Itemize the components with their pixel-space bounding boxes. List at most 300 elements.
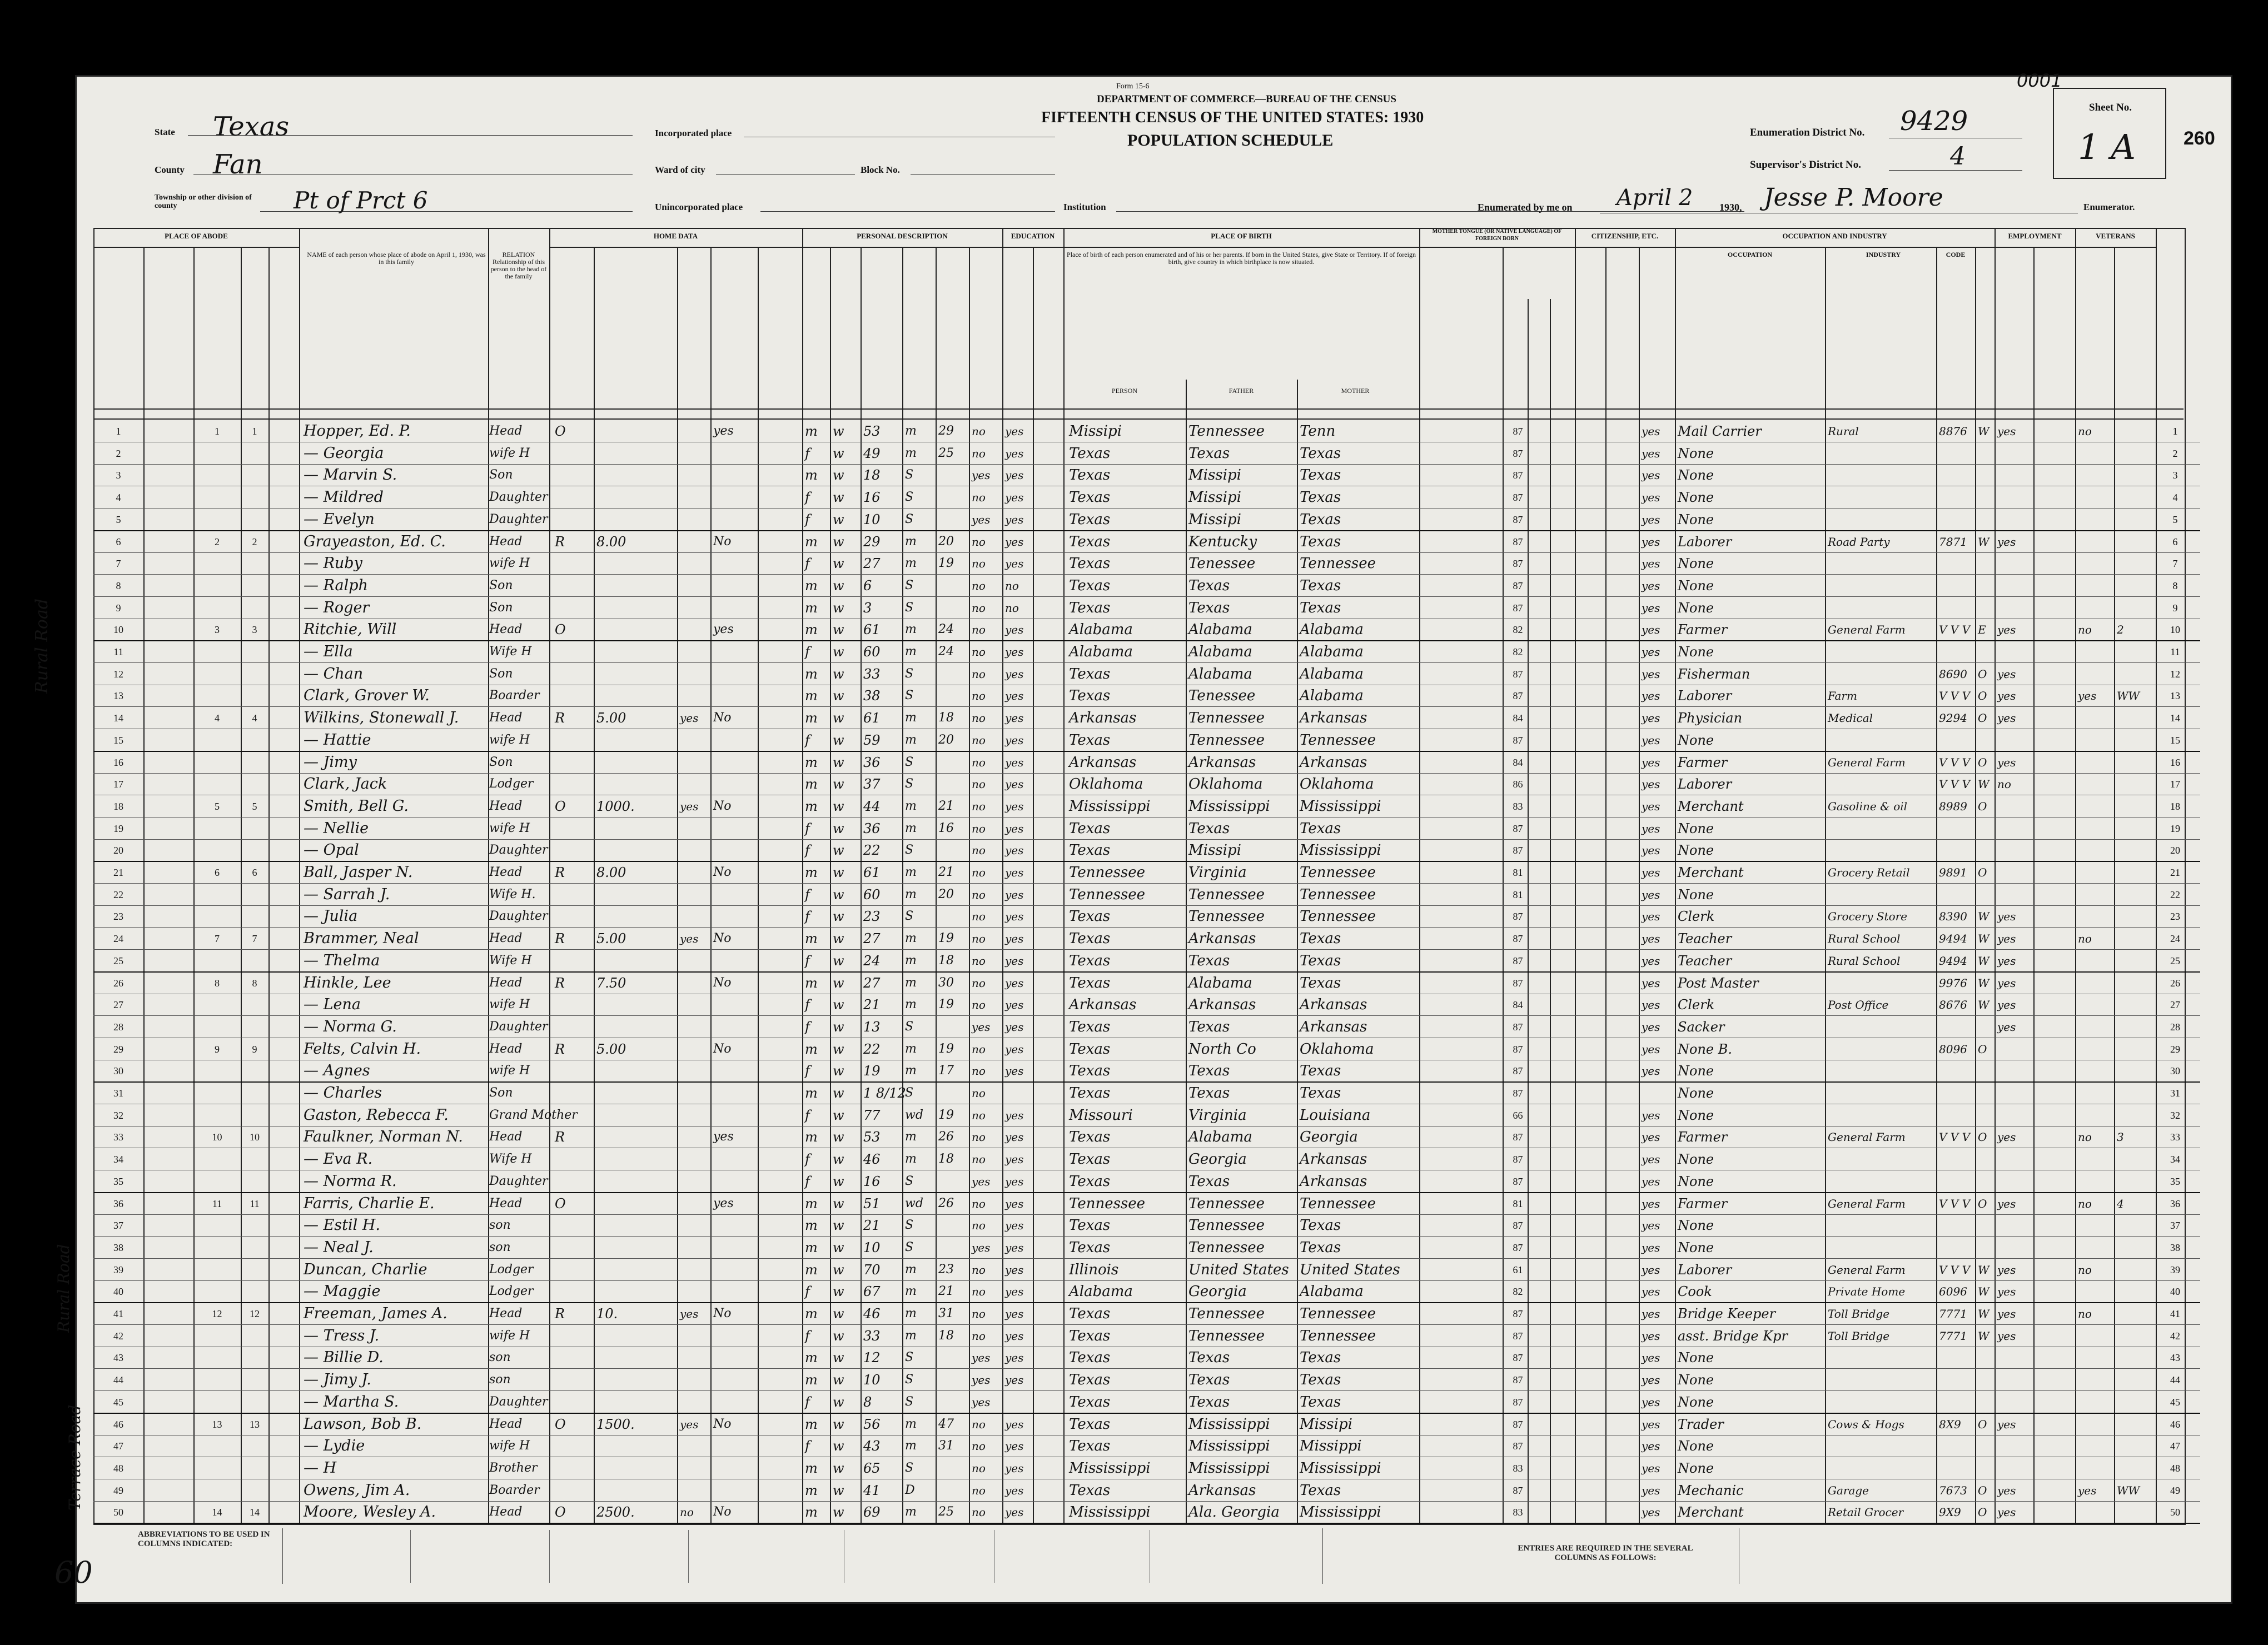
cell-oc: 6096: [1939, 1285, 1967, 1299]
cell-ind: Grocery Retail: [1828, 866, 1910, 879]
cell-emp: yes: [1997, 1263, 2016, 1277]
cell-occ: Mail Carrier: [1678, 423, 1762, 439]
cell-rel: Lodger: [489, 1284, 534, 1299]
cell-n: 16: [113, 756, 123, 768]
cell-ind: General Farm: [1828, 623, 1906, 637]
cell-cw: W: [1978, 1263, 1990, 1277]
cell-cw: W: [1978, 1307, 1990, 1320]
cell-name: — Roger: [304, 599, 370, 616]
cell-farm: [713, 1479, 758, 1501]
cell-fb: Texas: [1188, 1393, 1230, 1410]
cell-ind: [1828, 596, 1936, 619]
cell-oc: V V V: [1939, 1263, 1971, 1277]
cell-occ: Laborer: [1678, 1262, 1732, 1278]
cell-vw: [2117, 486, 2156, 508]
cell-sch: no: [972, 755, 986, 769]
cell-val: [596, 751, 677, 773]
cell-oc: [1939, 1346, 1978, 1368]
cell-vet: [2078, 1346, 2117, 1368]
cell-ind: Road Party: [1828, 535, 1890, 549]
cell-pb: Tennessee: [1069, 1195, 1146, 1212]
cell-pb: Mississippi: [1069, 797, 1151, 815]
cell-farm: [713, 640, 758, 662]
cell-age: 23: [863, 909, 881, 925]
cell-dw: 14: [212, 1507, 222, 1518]
cell-ms: m: [905, 1417, 917, 1431]
cell-ln: 39: [2170, 1264, 2180, 1275]
cell-cw: [1978, 596, 1997, 619]
cell-val: [596, 552, 677, 574]
cell-name: — Lena: [304, 996, 361, 1014]
table-row: [93, 817, 2200, 840]
cell-dw: [193, 1104, 241, 1126]
cell-name: — Norma G.: [304, 1018, 397, 1035]
cell-vet: [2078, 861, 2117, 883]
cell-farm: No: [713, 1417, 732, 1431]
cell-vet: [2078, 640, 2117, 662]
supervisor-value: 4: [1950, 142, 1966, 171]
cell-code: 87: [1513, 911, 1523, 923]
cell-cit: yes: [1642, 1108, 1660, 1122]
cell-ms: S: [905, 1373, 914, 1387]
cell-emp: yes: [1997, 998, 2016, 1012]
cell-age: 49: [863, 445, 881, 461]
cell-race: w: [833, 644, 844, 660]
cell-cw: [1978, 574, 1997, 596]
cell-name: — Maggie: [304, 1283, 381, 1300]
cell-name: — Martha S.: [304, 1393, 399, 1410]
cell-fam: [241, 1390, 268, 1413]
cell-oc: 9X9: [1939, 1506, 1961, 1519]
table-row: [93, 596, 2200, 619]
cell-name: Lawson, Bob B.: [304, 1415, 422, 1433]
cell-ln: 8: [2172, 580, 2178, 591]
cell-am: 21: [938, 799, 954, 813]
cell-oc: [1939, 552, 1978, 574]
cell-code: 84: [1513, 712, 1523, 724]
cell-fam: [241, 905, 268, 927]
cell-farm: No: [713, 534, 732, 549]
cell-vet: [2078, 442, 2117, 464]
cell-race: w: [833, 1218, 844, 1234]
cell-vet: [2078, 1501, 2117, 1523]
cell-n: 3: [116, 470, 121, 481]
cell-radio: [680, 993, 710, 1015]
cell-ln: 24: [2170, 933, 2180, 945]
footer-divider: [549, 1530, 550, 1583]
cell-n: 26: [113, 977, 123, 989]
cell-vet: [2078, 993, 2117, 1015]
cell-sch: no: [972, 799, 986, 813]
cell-farm: [713, 552, 758, 574]
cell-vw: [2117, 662, 2156, 685]
cell-am: [938, 1346, 969, 1368]
cell-dw: 8: [215, 977, 220, 989]
cell-cit: yes: [1642, 1373, 1660, 1387]
cell-emp: yes: [1997, 1417, 2016, 1431]
cell-own: [555, 1368, 599, 1390]
cell-farm: [713, 486, 758, 508]
cell-fb: Alabama: [1188, 665, 1252, 682]
cell-fb: Missipi: [1188, 511, 1241, 528]
table-row: [93, 927, 2200, 950]
cell-ln: 26: [2170, 977, 2180, 989]
cell-occ: None: [1678, 577, 1714, 594]
cell-vet: [2078, 751, 2117, 773]
cell-rd: yes: [1005, 535, 1024, 549]
cell-pb: Alabama: [1069, 644, 1133, 660]
cell-name: — Charles: [304, 1084, 382, 1101]
cell-vet: [2078, 1280, 2117, 1302]
cell-race: w: [833, 843, 844, 859]
cell-sch: yes: [972, 1240, 991, 1254]
cell-mb: Texas: [1300, 952, 1341, 969]
cell-dw: [193, 1346, 241, 1368]
unincorporated-line: [760, 211, 1055, 212]
cell-cit: yes: [1642, 535, 1660, 549]
cell-cit: yes: [1642, 1307, 1660, 1320]
cell-sex: f: [805, 909, 810, 925]
cell-ms: m: [905, 1152, 917, 1167]
cell-ind: Farm: [1828, 689, 1857, 703]
cell-am: [938, 1081, 969, 1104]
cell-vw: [2117, 1015, 2156, 1038]
cell-own: [555, 772, 599, 795]
cell-oc: 8096: [1939, 1042, 1967, 1056]
cell-pb: Alabama: [1069, 1283, 1133, 1300]
cell-own: [555, 751, 599, 773]
cell-rel: Wife H: [489, 645, 532, 659]
cell-sex: m: [805, 600, 818, 616]
cell-name: — Ella: [304, 643, 353, 660]
col-relation-header: RELATION Relationship of this person to the head of the family: [490, 251, 547, 280]
cell-ms: S: [905, 468, 914, 482]
cell-mb: Arkansas: [1300, 1173, 1367, 1190]
cell-radio: [680, 442, 710, 464]
cell-cw: O: [1978, 799, 1987, 813]
table-row: [93, 1214, 2200, 1237]
institution-line: [1116, 211, 1744, 212]
cell-dw: [193, 993, 241, 1015]
cell-am: 16: [938, 821, 954, 835]
group-occupation: OCCUPATION AND INDUSTRY: [1675, 228, 1995, 248]
cell-cw: [1978, 1457, 1997, 1479]
table-row: [93, 1015, 2200, 1038]
cell-race: w: [833, 445, 844, 461]
cell-ln: 9: [2172, 602, 2178, 614]
cell-sex: f: [805, 732, 810, 748]
cell-val: [596, 1479, 677, 1501]
cell-cit: yes: [1642, 468, 1660, 482]
cell-fb: Tenessee: [1188, 555, 1256, 572]
cell-age: 60: [863, 644, 881, 660]
cell-am: 24: [938, 645, 954, 659]
cell-fam: [241, 662, 268, 685]
cell-dw: 1: [215, 426, 220, 437]
cell-mb: Mississippi: [1300, 1459, 1381, 1477]
cell-oc: 7871: [1939, 535, 1967, 549]
cell-ln: 31: [2170, 1088, 2180, 1099]
cell-vet: [2078, 772, 2117, 795]
cell-vet: [2078, 508, 2117, 530]
cell-pb: Texas: [1069, 665, 1111, 682]
cell-cw: W: [1978, 777, 1990, 791]
cell-vet: no: [2078, 1263, 2092, 1277]
cell-n: 5: [116, 514, 121, 525]
cell-race: w: [833, 1284, 844, 1300]
cell-cit: yes: [1642, 601, 1660, 615]
table-row: [93, 1125, 2200, 1148]
cell-name: — Agnes: [304, 1062, 370, 1080]
cell-val: 8.00: [596, 534, 626, 550]
cell-am: 20: [938, 887, 954, 901]
cell-am: 30: [938, 975, 954, 990]
cell-emp: yes: [1997, 1130, 2016, 1144]
cell-ms: S: [905, 1174, 914, 1188]
cell-oc: V V V: [1939, 1130, 1971, 1144]
cell-race: w: [833, 467, 844, 483]
cell-cit: yes: [1642, 512, 1660, 526]
cell-name: — Hattie: [304, 731, 371, 749]
schedule-rows: [93, 420, 2200, 1523]
cell-ln: 49: [2170, 1484, 2180, 1496]
cell-vw: [2117, 905, 2156, 927]
cell-cw: O: [1978, 1042, 1987, 1056]
cell-ln: 12: [2170, 668, 2180, 680]
cell-farm: [713, 905, 758, 927]
cell-cit: yes: [1642, 1174, 1660, 1188]
cell-fam: 12: [250, 1308, 260, 1319]
margin-street-3: Terrace Road: [66, 1404, 84, 1511]
cell-pb: Texas: [1069, 1040, 1111, 1058]
cell-age: 10: [863, 1239, 881, 1255]
cell-own: [555, 486, 599, 508]
cell-cit: yes: [1642, 491, 1660, 505]
cell-mb: Arkansas: [1300, 1151, 1367, 1168]
cell-rel: Head: [489, 1417, 523, 1431]
department-line: DEPARTMENT OF COMMERCE—BUREAU OF THE CENSUS: [1097, 93, 1396, 105]
cell-vw: [2117, 596, 2156, 619]
cell-race: w: [833, 1460, 844, 1476]
cell-mb: Tennessee: [1300, 1305, 1376, 1322]
cell-emp: [1997, 1457, 2036, 1479]
cell-val: [596, 1015, 677, 1038]
cell-sex: f: [805, 1394, 810, 1410]
cell-sex: m: [805, 688, 818, 704]
col-father-header: FATHER: [1228, 387, 1254, 395]
cell-emp: yes: [1997, 667, 2016, 681]
cell-vet: [2078, 552, 2117, 574]
cell-ln: 47: [2170, 1440, 2180, 1452]
cell-vet: [2078, 795, 2117, 817]
cell-vw: [2117, 1434, 2156, 1457]
cell-occ: None: [1678, 1372, 1714, 1388]
cell-rd: yes: [1005, 1506, 1024, 1519]
cell-ind: [1828, 772, 1936, 795]
table-row: [93, 993, 2200, 1016]
cell-dw: [193, 662, 241, 685]
cell-rel: Wife H: [489, 1152, 532, 1167]
cell-mb: Texas: [1300, 577, 1341, 594]
cell-occ: None: [1678, 644, 1714, 660]
cell-code: 87: [1513, 1330, 1523, 1342]
cell-farm: [713, 463, 758, 486]
cell-mb: Louisiana: [1300, 1106, 1371, 1124]
cell-vet: [2078, 1236, 2117, 1258]
cell-code: 87: [1513, 734, 1523, 746]
table-row: [93, 1479, 2200, 1502]
cell-vw: [2117, 1038, 2156, 1060]
cell-name: — Ralph: [304, 576, 368, 594]
table-row: [93, 552, 2200, 575]
cell-pb: Mississippi: [1069, 1504, 1151, 1521]
cell-vet: no: [2078, 1130, 2092, 1144]
cell-fb: Mississippi: [1188, 797, 1270, 815]
table-row: [93, 1434, 2200, 1457]
cell-n: 50: [113, 1507, 123, 1518]
cell-mb: Arkansas: [1300, 710, 1367, 727]
cell-fb: Alabama: [1188, 974, 1252, 991]
cell-fam: [241, 839, 268, 861]
cell-val: [596, 772, 677, 795]
cell-sex: m: [805, 1372, 818, 1388]
cell-ind: [1828, 463, 1936, 486]
cell-ms: m: [905, 645, 917, 659]
cell-sex: f: [805, 644, 810, 660]
cell-dw: 13: [212, 1418, 222, 1430]
cell-occ: None: [1678, 600, 1714, 616]
cell-name: Ritchie, Will: [304, 621, 397, 639]
cell-occ: None: [1678, 445, 1714, 461]
cell-ind: [1828, 1457, 1936, 1479]
cell-rel: son: [489, 1218, 511, 1233]
cell-rd: yes: [1005, 755, 1024, 769]
cell-cw: W: [1978, 932, 1990, 946]
cell-rd: yes: [1005, 1307, 1024, 1320]
cell-radio: [680, 552, 710, 574]
cell-name: — Sarrah J.: [304, 885, 390, 903]
cell-rel: Head: [489, 931, 523, 946]
cell-vet: [2078, 463, 2117, 486]
cell-ln: 20: [2170, 845, 2180, 856]
cell-occ: None: [1678, 1394, 1714, 1410]
cell-own: R: [555, 534, 565, 550]
cell-dw: 9: [215, 1043, 220, 1055]
cell-age: 43: [863, 1438, 881, 1454]
cell-emp: [1997, 1059, 2036, 1081]
cell-ind: Gasoline & oil: [1828, 799, 1908, 813]
cell-ind: [1828, 1104, 1936, 1126]
cell-own: [555, 574, 599, 596]
cell-cw: O: [1978, 1483, 1987, 1497]
cell-farm: [713, 1214, 758, 1236]
cell-rd: no: [1005, 601, 1019, 615]
cell-race: w: [833, 490, 844, 506]
cell-n: 19: [113, 822, 123, 834]
cell-radio: [680, 1081, 710, 1104]
table-row: [93, 971, 2200, 994]
cell-rd: yes: [1005, 1329, 1024, 1343]
table-row: [93, 1170, 2200, 1193]
cell-emp: yes: [1997, 623, 2016, 637]
cell-rel: Head: [489, 534, 523, 549]
cell-farm: [713, 1324, 758, 1347]
cell-vw: WW: [2117, 689, 2140, 703]
cell-age: 19: [863, 1063, 881, 1079]
cell-cit: yes: [1642, 1197, 1660, 1210]
cell-radio: [680, 486, 710, 508]
cell-race: w: [833, 534, 844, 550]
cell-vet: [2078, 706, 2117, 729]
cell-mb: Texas: [1300, 1085, 1341, 1101]
cell-pb: Texas: [1069, 952, 1111, 969]
cell-oc: [1939, 1434, 1978, 1457]
cell-cit: yes: [1642, 1153, 1660, 1167]
cell-name: — Mildred: [304, 488, 384, 506]
cell-rd: yes: [1005, 425, 1024, 438]
cell-emp: yes: [1997, 755, 2016, 769]
cell-vet: [2078, 1214, 2117, 1236]
cell-dw: [193, 552, 241, 574]
cell-rel: Daughter: [489, 490, 548, 505]
ed-value: 9429: [1900, 106, 1968, 137]
table-row: [93, 1192, 2200, 1215]
cell-own: R: [555, 975, 565, 991]
cell-mb: Texas: [1300, 1239, 1341, 1256]
cell-ln: 4: [2172, 492, 2178, 504]
cell-ind: [1828, 574, 1936, 596]
cell-sch: no: [972, 579, 986, 592]
cell-dw: [193, 463, 241, 486]
cell-cit: yes: [1642, 1417, 1660, 1431]
cell-sch: no: [972, 932, 986, 946]
cell-occ: Trader: [1678, 1416, 1724, 1432]
cell-n: 32: [113, 1109, 123, 1121]
cell-sch: no: [972, 844, 986, 858]
table-row: [93, 883, 2200, 906]
cell-cit: yes: [1642, 1329, 1660, 1343]
cell-rel: wife H: [489, 556, 530, 571]
cell-radio: [680, 1015, 710, 1038]
cell-vw: [2117, 1104, 2156, 1126]
cell-dw: 11: [212, 1198, 222, 1209]
cell-rel: Head: [489, 622, 523, 637]
cell-cit: yes: [1642, 1483, 1660, 1497]
cell-val: [596, 1059, 677, 1081]
cell-am: [938, 662, 969, 685]
cell-code: 87: [1513, 470, 1523, 481]
cell-name: — Jimy J.: [304, 1371, 371, 1389]
cell-ms: S: [905, 490, 914, 505]
cell-pb: Texas: [1069, 1217, 1111, 1234]
ward-line: [716, 174, 855, 175]
cell-own: [555, 463, 599, 486]
cell-am: [938, 839, 969, 861]
cell-farm: No: [713, 1505, 732, 1519]
table-row: [93, 1346, 2200, 1369]
cell-oc: 9494: [1939, 954, 1967, 968]
cell-code: 83: [1513, 1507, 1523, 1518]
cell-n: 43: [113, 1352, 123, 1364]
group-personal-description: PERSONAL DESCRIPTION: [802, 228, 1002, 248]
cell-fam: [241, 949, 268, 971]
cell-pb: Illinois: [1069, 1261, 1119, 1278]
cell-pb: Texas: [1069, 1018, 1111, 1035]
cell-fb: Alabama: [1188, 621, 1252, 639]
cell-occ: Post Master: [1678, 975, 1759, 991]
cell-cit: yes: [1642, 667, 1660, 681]
cell-cw: [1978, 1346, 1997, 1368]
